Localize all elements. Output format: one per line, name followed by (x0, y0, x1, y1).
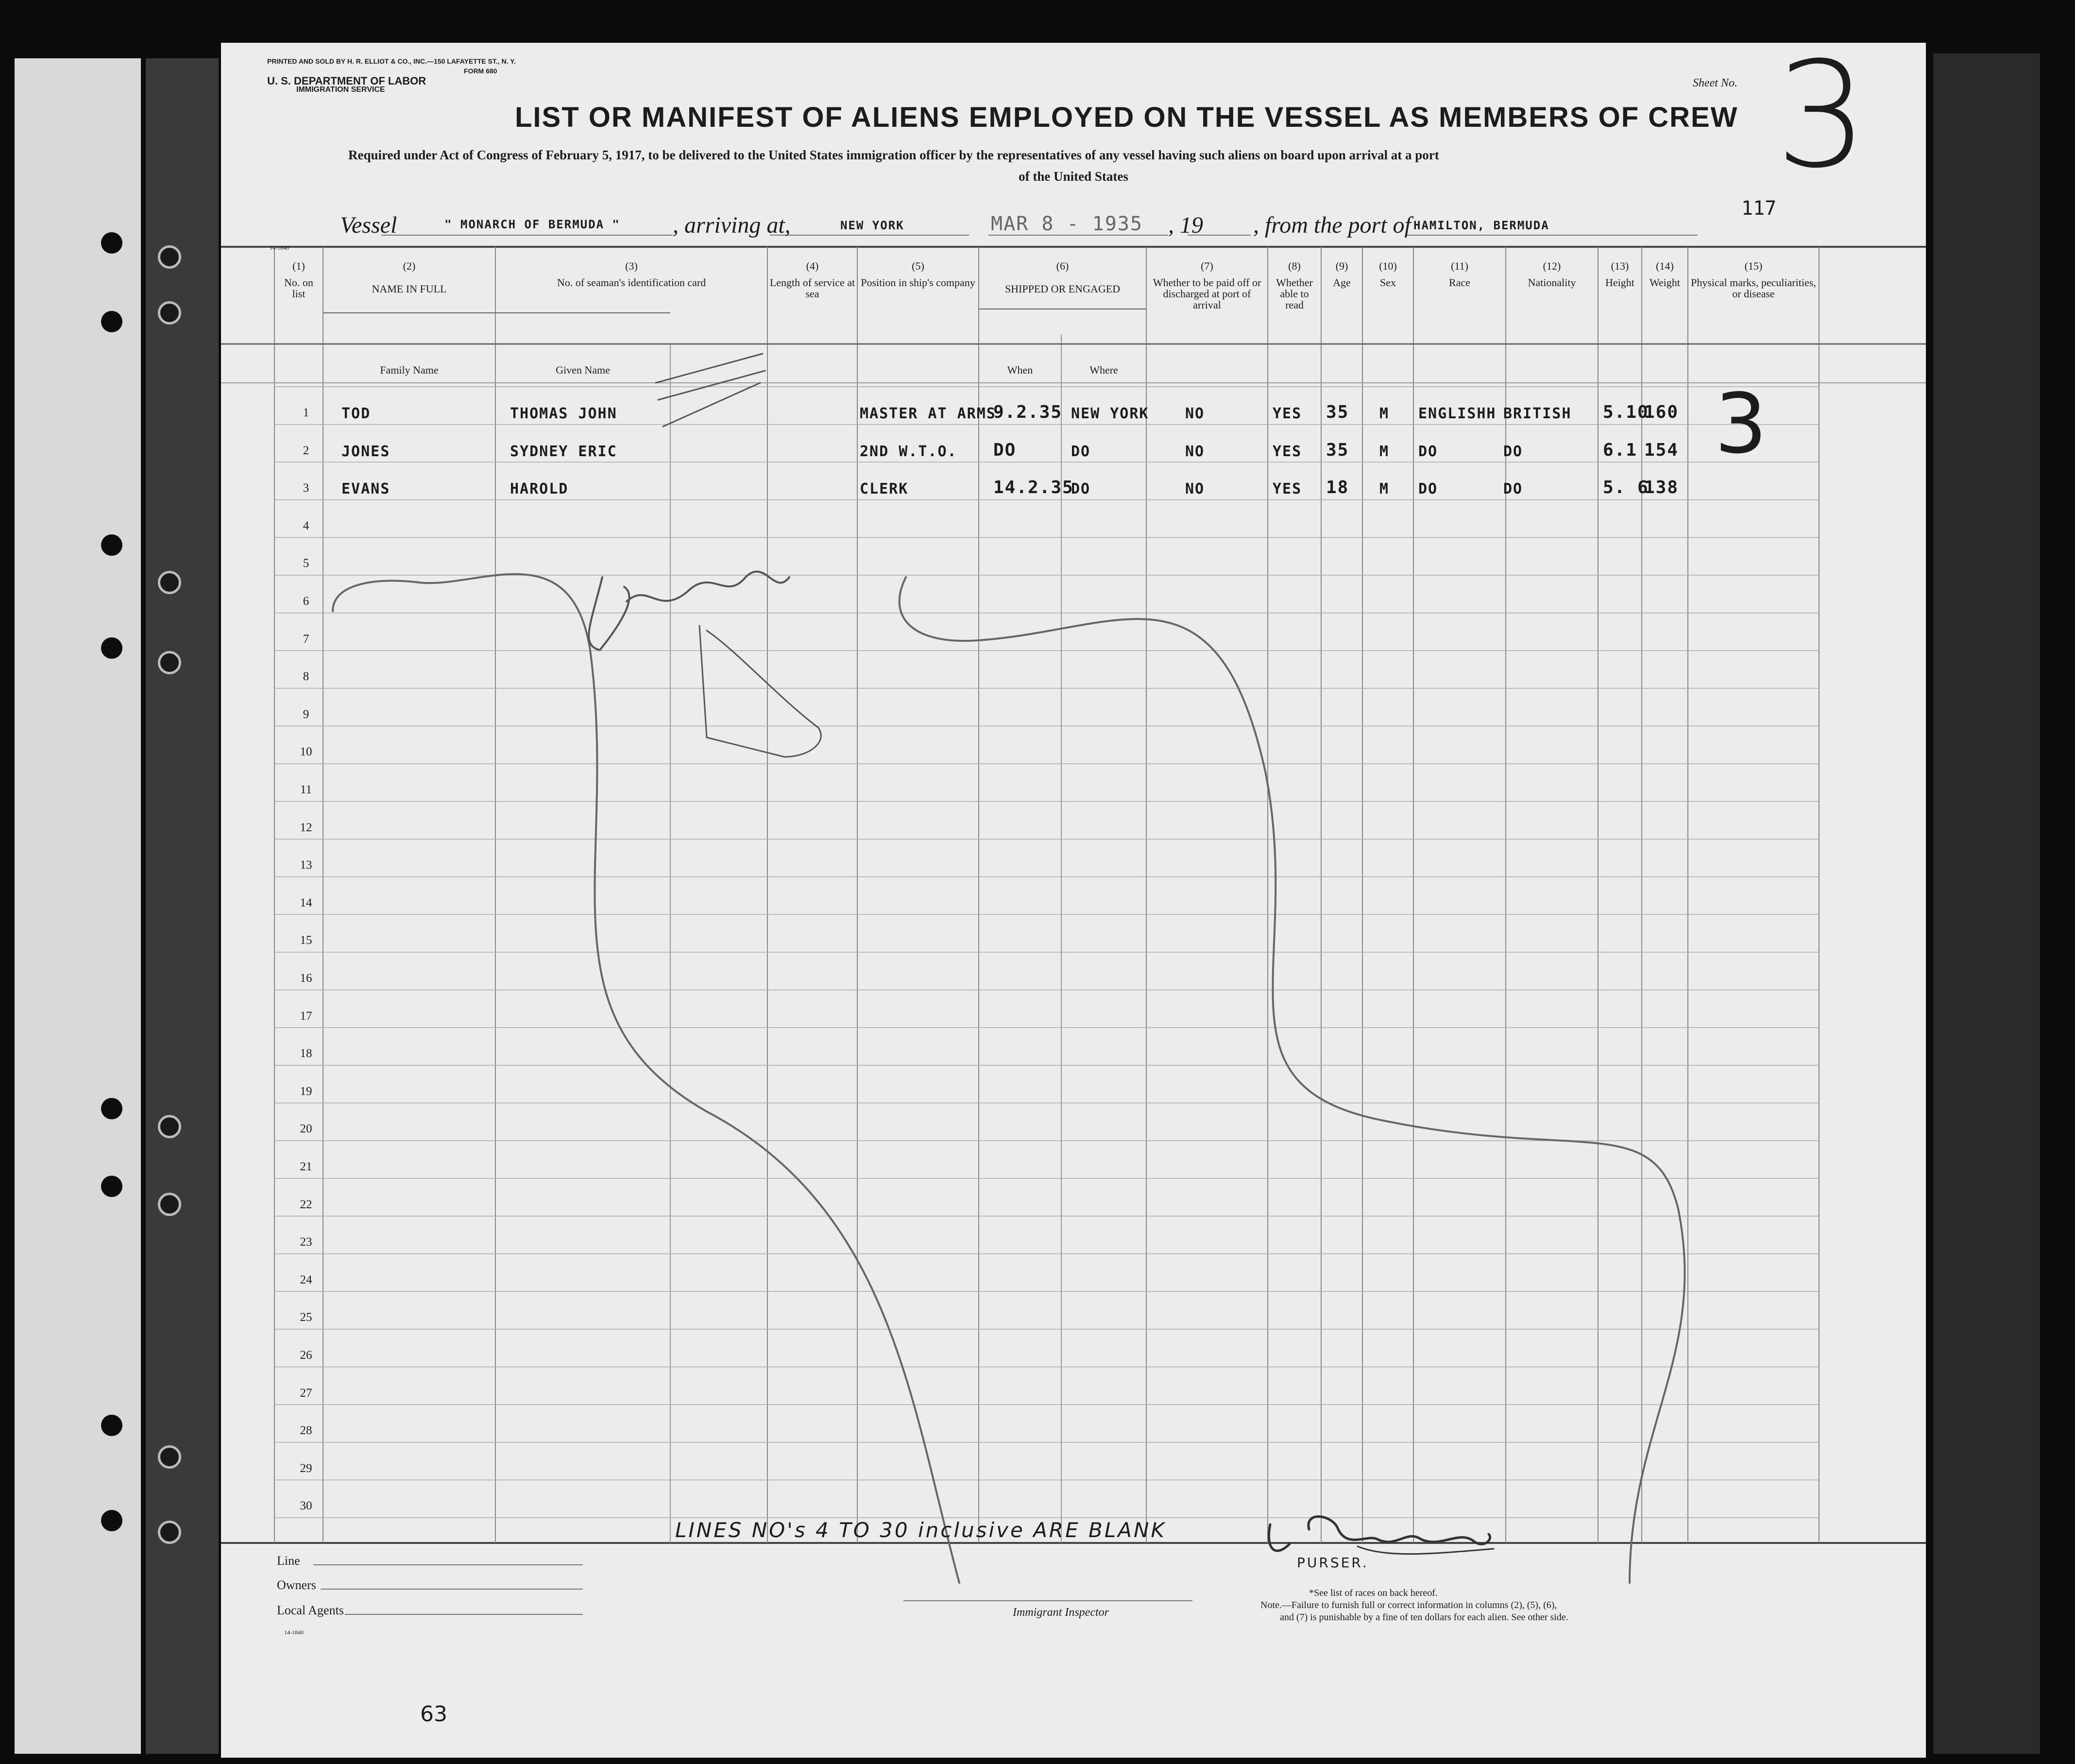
cell-family: JONES (341, 443, 391, 460)
column-label: SHIPPED OR ENGAGED (1004, 283, 1121, 295)
races-note: *See list of races on back hereof. (1309, 1588, 1438, 1598)
cell-given: SYDNEY ERIC (510, 443, 617, 460)
cell-where: NEW YORK (1071, 405, 1149, 422)
arrival-date-stamp: MAR 8 - 1935 (991, 213, 1143, 235)
punch-hole (158, 1115, 181, 1138)
cell-family: EVANS (341, 480, 391, 498)
cell-height: 5.10 (1603, 402, 1649, 422)
column-number: (2) (403, 260, 416, 272)
cell-sex: M (1379, 405, 1390, 422)
column-number: (13) (1611, 260, 1629, 272)
punch-hole (158, 1521, 181, 1544)
punch-hole (101, 1510, 122, 1531)
printer-line: PRINTED AND SOLD BY H. R. ELLIOT & CO., INC.—150 LAFAYETTE ST., N. Y. (267, 57, 516, 65)
cell-race: ENGLISHH (1418, 405, 1497, 422)
cell-when: 9.2.35 (993, 402, 1063, 422)
punch-hole (101, 534, 122, 556)
column-label: Age (1333, 276, 1351, 289)
column-number: (8) (1288, 260, 1301, 272)
column-sublabel: Family Name (380, 364, 439, 376)
column-number: (7) (1201, 260, 1213, 272)
cell-nationality: DO (1503, 480, 1523, 498)
purser-title: PURSER. (1297, 1555, 1369, 1571)
row-number: 23 (300, 1235, 312, 1249)
punch-hole (158, 571, 181, 594)
cell-race: DO (1418, 443, 1438, 460)
local-agents-label: Local Agents (277, 1603, 344, 1617)
row-number: 25 (300, 1311, 312, 1324)
row-number: 16 (300, 972, 312, 985)
row-number: 11 (300, 783, 312, 796)
row-number: 2 (303, 444, 309, 457)
line-label: Line (277, 1554, 300, 1568)
row-number: 26 (300, 1349, 312, 1362)
binder-strip (146, 58, 219, 1754)
column-number: (9) (1335, 260, 1348, 272)
vessel-label: Vessel (340, 212, 397, 238)
punch-hole (158, 1445, 181, 1469)
column-number: (15) (1744, 260, 1763, 272)
row-number: 13 (300, 858, 312, 872)
void-pencil-stroke (900, 577, 1685, 1583)
from-port: HAMILTON, BERMUDA (1413, 219, 1549, 232)
column-number: (1) (292, 260, 305, 272)
form-code-bottom: 14-1840 (284, 1629, 304, 1636)
from-port-label: , from the port of (1253, 212, 1411, 238)
row-number: 4 (303, 519, 309, 532)
column-number: (10) (1379, 260, 1397, 272)
row-number: 18 (300, 1047, 312, 1061)
cancel-stroke (656, 354, 763, 383)
column-label: No. on list (284, 276, 313, 300)
penalty-note-1: Note.—Failure to furnish full or correct information in columns (2), (5), (6), (1260, 1600, 1557, 1610)
arriving-port: NEW YORK (840, 219, 904, 232)
row-number: 28 (300, 1424, 312, 1438)
column-label: Nationality (1528, 276, 1576, 289)
row-number: 1 (303, 406, 309, 419)
column-number: (4) (806, 260, 819, 272)
column-label: No. of seaman's identification card (557, 276, 706, 289)
cancel-stroke (663, 383, 760, 427)
form-number: FORM 680 (464, 67, 497, 75)
cell-sex: M (1379, 480, 1390, 498)
row-number: 20 (300, 1122, 312, 1136)
table-grid (221, 31, 1926, 1758)
column-label: Sex (1380, 276, 1396, 289)
subtitle-line-1: Required under Act of Congress of February 5, 1917, to be delivered to the United States immigration officer by the representatives of any vessel having such aliens on board upon arrival at a port (348, 148, 1439, 162)
void-pencil-stroke (333, 574, 959, 1583)
punch-hole (158, 651, 181, 674)
cell-nationality: BRITISH (1503, 405, 1572, 422)
row-number: 3 (303, 481, 309, 495)
cancel-stroke (658, 371, 765, 400)
punch-hole (158, 245, 181, 269)
inspector-label: Immigrant Inspector (1013, 1606, 1109, 1619)
cell-weight: 160 (1644, 402, 1679, 422)
row-number: 5 (303, 557, 309, 570)
sheet-number-label: Sheet No. (1693, 77, 1737, 89)
manifest-sheet (221, 31, 1926, 1758)
cell-race: DO (1418, 480, 1438, 498)
cell-weight: 138 (1644, 478, 1679, 498)
row-number: 15 (300, 934, 312, 947)
row-number: 29 (300, 1461, 312, 1475)
column-number: (5) (912, 260, 924, 272)
cell-age: 35 (1326, 440, 1349, 460)
binder-margin (15, 58, 141, 1754)
cell-height: 6.1 (1603, 440, 1638, 460)
cell-read: YES (1273, 405, 1302, 422)
row-number: 17 (300, 1009, 312, 1023)
column-label: Length of service at sea (769, 276, 855, 300)
row-number: 12 (300, 821, 312, 834)
column-sublabel: When (1007, 364, 1033, 376)
year-label: , 19 (1168, 212, 1203, 238)
cell-given: HAROLD (510, 480, 569, 498)
column-label: Whether to be paid off or discharged at port of arrival (1153, 276, 1261, 311)
cell-weight: 154 (1644, 440, 1679, 460)
punch-hole (101, 1098, 122, 1119)
punch-hole (101, 311, 122, 332)
punch-hole (101, 232, 122, 254)
owners-label: Owners (277, 1578, 316, 1592)
cell-when: DO (993, 440, 1017, 460)
column-sublabel: Given Name (556, 364, 610, 376)
column-label: NAME IN FULL (372, 283, 447, 295)
service-label: IMMIGRATION SERVICE (296, 86, 385, 94)
row-number: 10 (300, 745, 312, 759)
department-label: U. S. DEPARTMENT OF LABOR (267, 75, 426, 87)
column-label: Height (1605, 276, 1634, 289)
column-number: (14) (1656, 260, 1674, 272)
handwritten-count: 3 (1715, 376, 1768, 472)
purser-signature (1269, 1517, 1490, 1551)
right-edge-strip (1933, 53, 2040, 1754)
form-code-top: 14-1840 (270, 244, 289, 251)
inspector-signature (699, 626, 821, 757)
cell-paid-off: NO (1185, 405, 1205, 422)
cell-paid-off: NO (1185, 480, 1205, 498)
cell-given: THOMAS JOHN (510, 405, 617, 422)
column-number: (3) (625, 260, 638, 272)
cell-where: DO (1071, 443, 1091, 460)
punch-hole (158, 301, 181, 325)
punch-hole (158, 1193, 181, 1216)
column-sublabel: Where (1089, 364, 1118, 376)
cell-paid-off: NO (1185, 443, 1205, 460)
column-number: (11) (1451, 260, 1468, 272)
penalty-note-2: and (7) is punishable by a fine of ten dollars for each alien. See other side. (1280, 1612, 1568, 1623)
row-number: 24 (300, 1273, 312, 1286)
inspector-signature (589, 571, 789, 650)
cell-read: YES (1273, 480, 1302, 498)
cell-age: 35 (1326, 402, 1349, 422)
bottom-handwritten-number: 63 (420, 1702, 447, 1727)
column-label: Race (1449, 276, 1470, 289)
row-number: 30 (300, 1499, 312, 1513)
cell-sex: M (1379, 443, 1390, 460)
column-label: Whether able to read (1276, 276, 1313, 311)
cell-position: 2ND W.T.O. (860, 443, 957, 460)
row-number: 19 (300, 1084, 312, 1098)
row-number: 14 (300, 896, 312, 909)
row-number: 6 (303, 595, 309, 608)
column-label: Physical marks, peculiarities, or disease (1691, 276, 1816, 300)
page-title: LIST OR MANIFEST OF ALIENS EMPLOYED ON THE VESSEL AS MEMBERS OF CREW (515, 102, 1738, 133)
punch-hole (101, 1176, 122, 1197)
blank-lines-note: LINES NO's 4 TO 30 inclusive ARE BLANK (675, 1518, 1166, 1542)
cell-when: 14.2.35 (993, 478, 1074, 498)
column-label: Weight (1650, 276, 1680, 289)
column-number: (6) (1056, 260, 1069, 272)
column-label: Position in ship's company (861, 276, 975, 289)
punch-hole (101, 637, 122, 659)
page-stamp: 117 (1741, 197, 1777, 220)
arriving-label: , arriving at, (673, 212, 791, 238)
cell-position: MASTER AT ARMS (860, 405, 996, 422)
column-number: (12) (1543, 260, 1561, 272)
cell-age: 18 (1326, 478, 1349, 498)
row-number: 8 (303, 670, 309, 684)
cell-nationality: DO (1503, 443, 1523, 460)
subtitle-line-2: of the United States (1019, 169, 1128, 184)
punch-hole (101, 1415, 122, 1436)
cell-read: YES (1273, 443, 1302, 460)
cell-height: 5. 6 (1603, 478, 1649, 498)
cell-position: CLERK (860, 480, 909, 498)
row-number: 7 (303, 632, 309, 646)
cell-family: TOD (341, 405, 371, 422)
sheet-number: 3 (1775, 31, 1868, 200)
cell-where: DO (1071, 480, 1091, 498)
row-number: 9 (303, 707, 309, 721)
row-number: 22 (300, 1198, 312, 1211)
vessel-name: " MONARCH OF BERMUDA " (444, 218, 620, 231)
row-number: 27 (300, 1386, 312, 1400)
row-number: 21 (300, 1160, 312, 1173)
purser-signature (1358, 1546, 1494, 1554)
